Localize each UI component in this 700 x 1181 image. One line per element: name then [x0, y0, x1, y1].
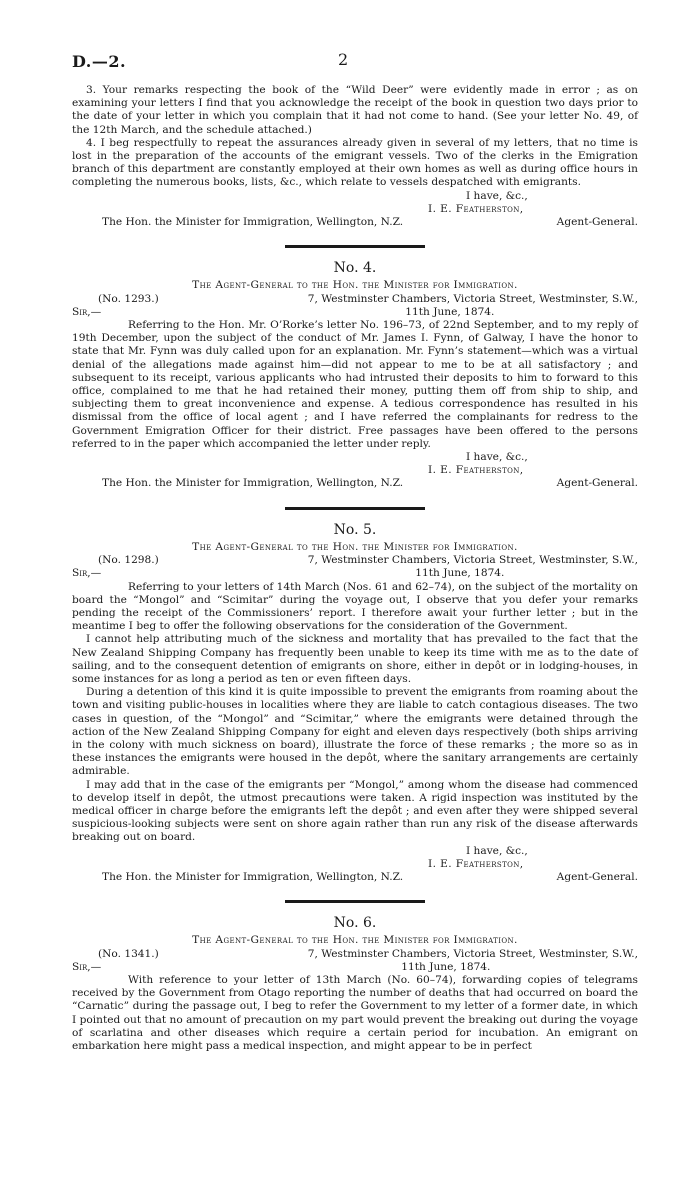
paragraph: With reference to your letter of 13th March (No. 60–74), forwarding copies of telegrams received by the Government from Otago reporting the number of deaths that had occurred on board the “Carnatic” during the passage out, I beg to refer the Government to my letter of a former date, in which I pointed out that no amount of precaution on my part would prevent the breaking out during the voyage of scarlatina and other diseases which require a certain period for incubation. An emigrant on embarkation here might pass a medical inspection, and might appear to be in perfect [72, 973, 638, 1052]
section-divider [285, 900, 425, 903]
letter-address: 7, Westminster Chambers, Victoria Street, Westminster, S.W., [307, 292, 638, 305]
letter-from-line: The Agent-General to the Hon. the Minister for Immigration. [192, 934, 518, 947]
paragraph: Referring to the Hon. Mr. O’Rorke’s letter No. 196–73, of 22nd September, and to my reply of 19th December, upon the subject of the conduct of Mr. James I. Fynn, of Galway, I have the honor to state that Mr. Fynn was duly called upon for an explanation. Mr. Fynn’s statement—which was a virtual denial of the allegations made against him—did not appear to me to be at all satisfactory ; and subsequent to its receipt, various applicants who had intrusted their deposits to him to forward to this office, complained to me that he had retained their money, putting them off from ship to ship, and subjecting them to great inconvenience and expense. A tedious correspondence has resulted in his dismissal from the office of local agent ; and I have referred the complainants for redress to the Government Emigration Officer for their district. Free passages have been offered to the persons referred to in the paper which accompanied the letter under reply. [72, 319, 638, 450]
section-divider [285, 245, 425, 248]
letter-from-line: The Agent-General to the Hon. the Minister for Immigration. [192, 540, 518, 553]
paragraph: 3. Your remarks respecting the book of the “Wild Deer” were evidently made in error ; as on examining your letters I find that you acknowledge the receipt of the book in question two days prior to the date of your letter in which you complain that it had not come to hand. (See your letter No. 49, of the 12th March, and the schedule attached.) [72, 84, 638, 136]
salutation-line [72, 567, 638, 580]
letter-ref: (No. 1341.) [98, 947, 159, 960]
salutation: Sir,— [72, 305, 102, 318]
letter-date: 11th June, 1874. [405, 305, 495, 318]
letter-number: No. 6. [333, 915, 377, 932]
letter-number: No. 4. [333, 260, 377, 277]
salutation-line [72, 961, 638, 974]
paragraph: During a detention of this kind it is quite impossible to prevent the emigrants from roaming about the town and visiting public-houses in localities where they are liable to catch contagious diseases. The two cases in question, of the “Mongol” and “Scimitar,” where the emigrants were detained through the action of the New Zealand Shipping Company for eight and eleven days respectively (both ships arriving in the colony with much sickness on board), illustrate the force of these remarks ; the more so as in these instances the emigrants were housed in the depôt, where the sanitary arrangements are certainly admirable. [72, 686, 638, 778]
letter-from-line: The Agent-General to the Hon. the Minister for Immigration. [192, 279, 518, 292]
closing: I have, &c., [466, 844, 528, 857]
signatory: I. E. Featherston, [428, 464, 524, 477]
section-divider [285, 507, 425, 510]
letter-ref: (No. 1298.) [98, 554, 159, 567]
letter-date: 11th June, 1874. [401, 960, 491, 973]
signatory-title: Agent-General. [556, 477, 638, 490]
letter-date: 11th June, 1874. [415, 567, 505, 580]
document-id: D.—2. [72, 52, 127, 71]
intro-letter-continuation [72, 84, 638, 229]
closing: I have, &c., [466, 189, 528, 202]
letter-address: 7, Westminster Chambers, Victoria Street, Westminster, S.W., [307, 554, 638, 567]
letter-number: No. 5. [333, 521, 377, 538]
signatory: I. E. Featherston, [428, 202, 524, 215]
letter-no-6 [72, 917, 638, 1053]
addressee: The Hon. the Minister for Immigration, Wellington, N.Z. [102, 216, 404, 229]
letter-ref-line [72, 554, 638, 567]
addressee-line [72, 871, 638, 884]
addressee-line [72, 477, 638, 490]
letter-no-5 [72, 521, 638, 884]
salutation-line [72, 306, 638, 319]
document-body [72, 84, 638, 1053]
addressee: The Hon. the Minister for Immigration, Wellington, N.Z. [102, 477, 404, 490]
closing: I have, &c., [466, 451, 528, 464]
letter-no-4 [72, 262, 638, 490]
paragraph: Referring to your letters of 14th March (Nos. 61 and 62–74), on the subject of the mortality on board the “Mongol” and “Scimitar” during the voyage out, I observe that you defer your remarks pending the receipt of the Commissioners’ report. I therefore await your further letter ; but in the meantime I beg to offer the following observations for the consideration of the Government. [72, 580, 638, 633]
letter-ref: (No. 1293.) [98, 292, 159, 305]
addressee: The Hon. the Minister for Immigration, Wellington, N.Z. [102, 870, 404, 883]
paragraph: I may add that in the case of the emigrants per “Mongol,” among whom the disease had commenced to develop itself in depôt, the utmost precautions were taken. A rigid inspection was instituted by the medical officer in charge before the emigrants left the depôt ; and even after they were shipped several suspicious-looking subjects were sent on shore again rather than run any risk of the disease afterwards breaking out on board. [72, 778, 638, 844]
salutation: Sir,— [72, 960, 102, 973]
paragraph: 4. I beg respectfully to repeat the assurances already given in several of my letters, that no time is lost in the preparation of the accounts of the emigrant vessels. Two of the clerks in the Emigration branch of this department are constantly employed at their own homes as well as during office hours in completing the numerous books, lists, &c., which relate to vessels despatched with emigrants. [72, 136, 638, 189]
page-number: 2 [338, 50, 349, 69]
letter-address: 7, Westminster Chambers, Victoria Street, Westminster, S.W., [307, 947, 638, 960]
signatory: I. E. Featherston, [428, 857, 524, 870]
paragraph: I cannot help attributing much of the sickness and mortality that has prevailed to the fact that the New Zealand Shipping Company has frequently been unable to keep its time with me as to the date of sailing, and to the consequent detention of emigrants on shore, either in depôt or in lodging-houses, in some instances for as long a period as ten or even fifteen days. [72, 633, 638, 685]
addressee-line [72, 216, 638, 229]
signatory-title: Agent-General. [556, 216, 638, 229]
signatory-title: Agent-General. [556, 870, 638, 883]
letter-ref-line [72, 948, 638, 961]
salutation: Sir,— [72, 567, 102, 580]
letter-ref-line [72, 293, 638, 306]
